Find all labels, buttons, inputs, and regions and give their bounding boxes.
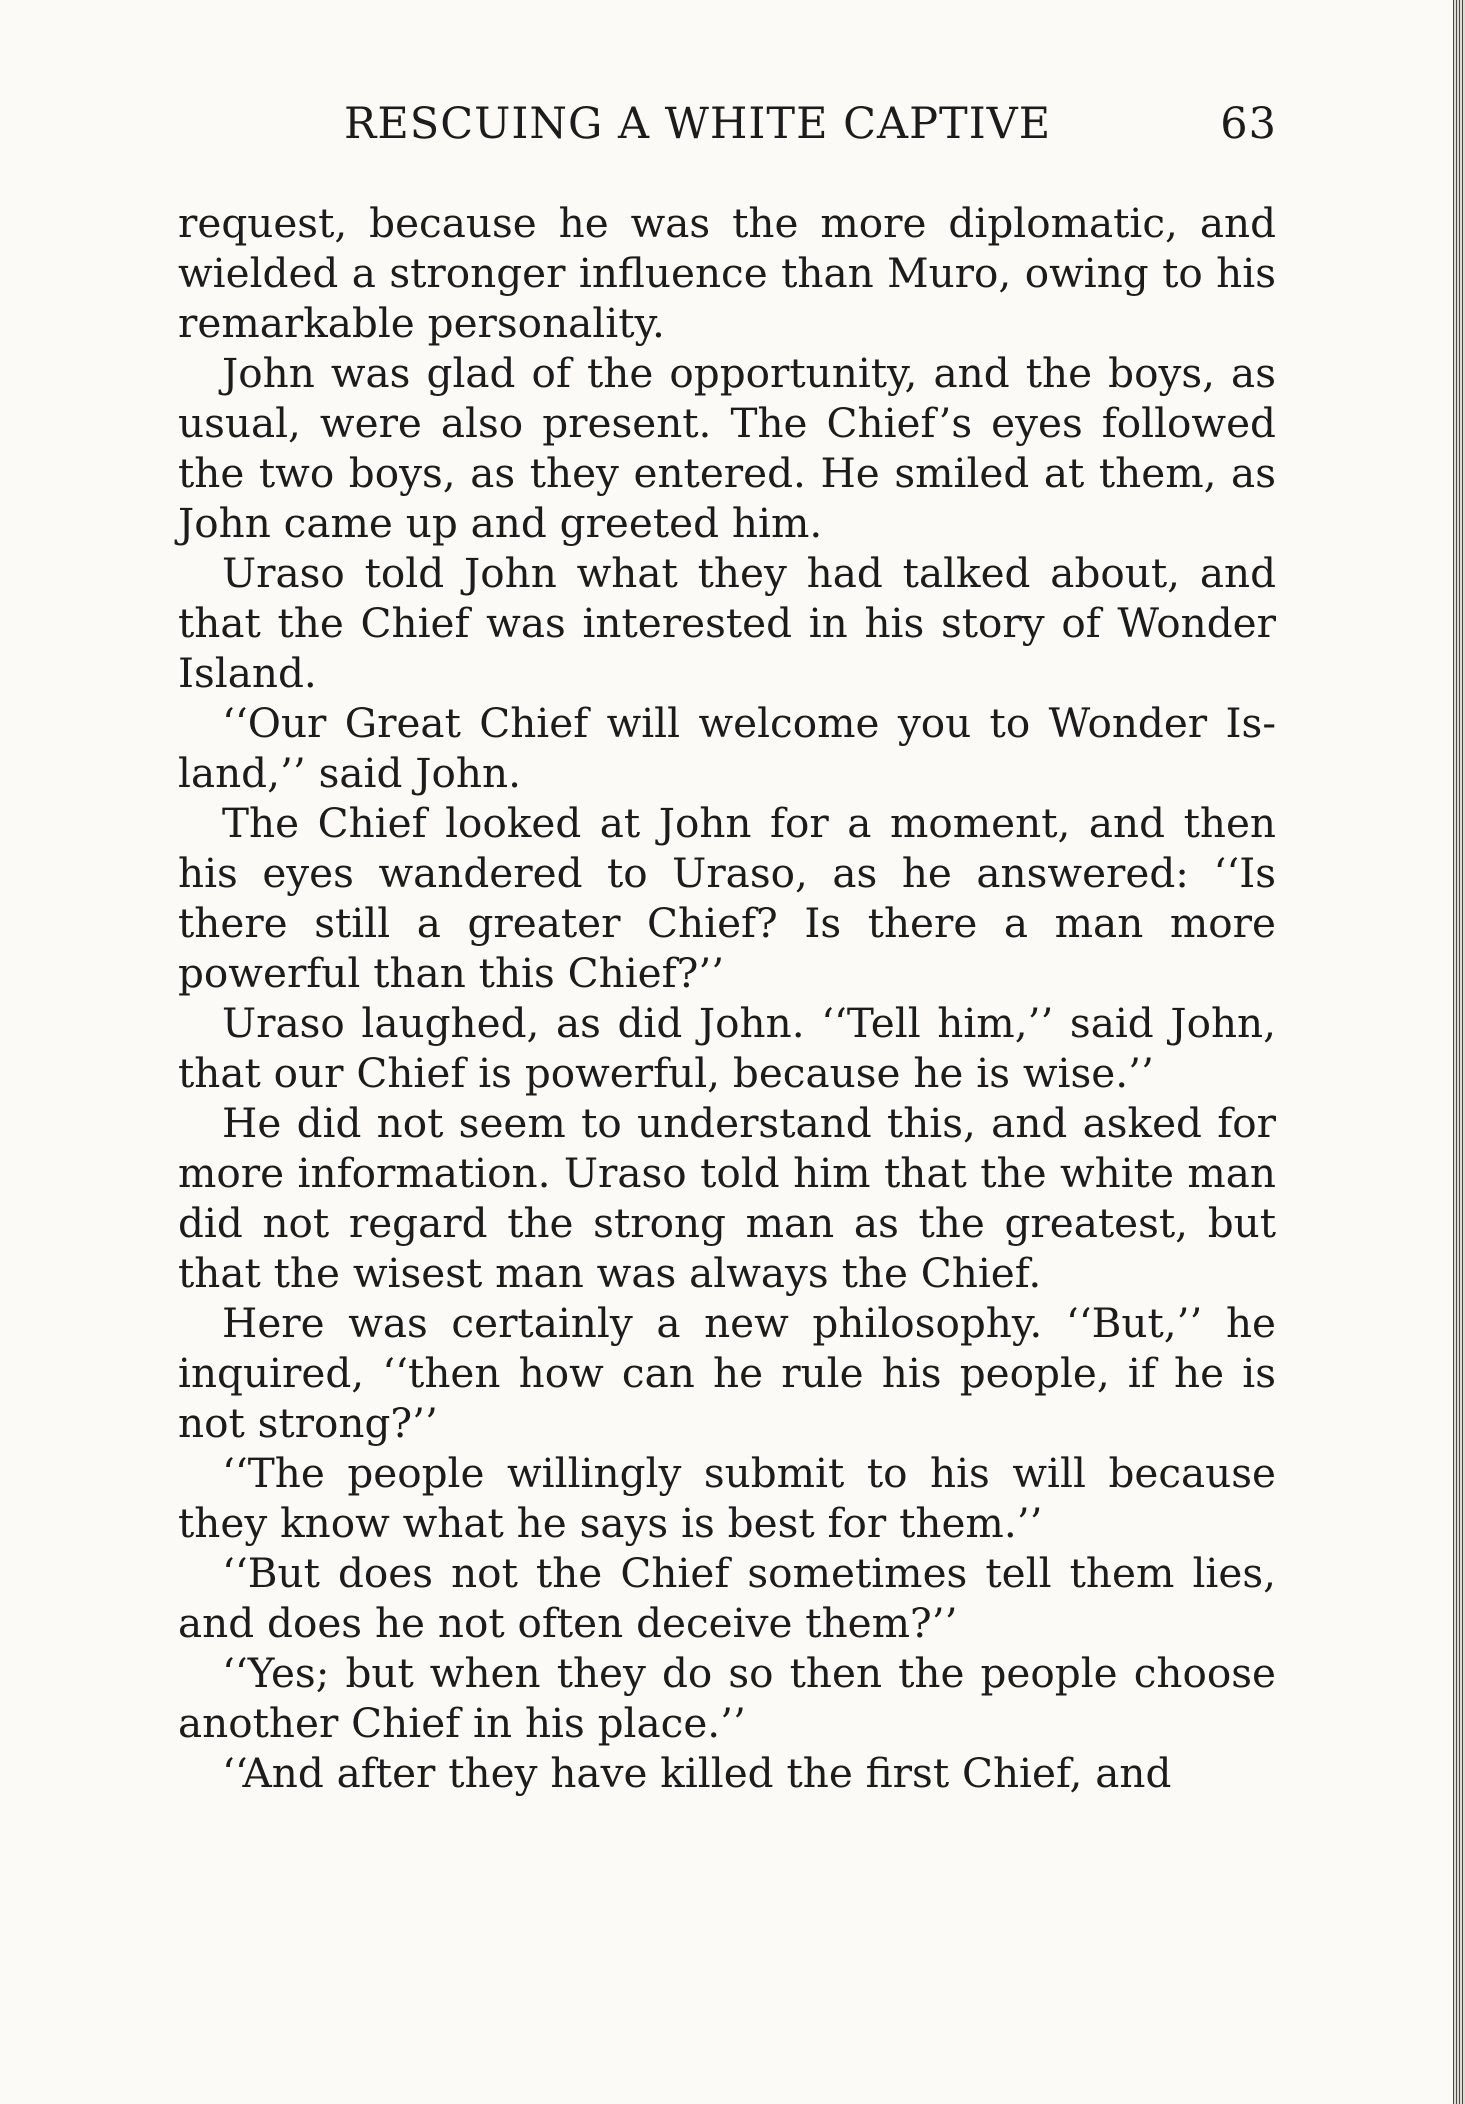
paragraph: Here was certainly a new philosophy. ‘‘But,’’ he inquired, ‘‘then how can he rule his people, if he is not strong?’’	[178, 1299, 1276, 1447]
paragraph-last: ‘‘And after they have killed the first Chief, and	[222, 1749, 1172, 1797]
body-text	[178, 198, 1276, 1798]
page-edge	[1453, 0, 1465, 2104]
paragraph: ‘‘The people willingly submit to his will because they know what he says is best for them.’’	[178, 1449, 1276, 1547]
paragraph: ‘‘But does not the Chief sometimes tell them lies, and does he not often deceive them?’’	[178, 1549, 1276, 1647]
paragraph: ‘‘Our Great Chief will welcome you to Wonder Island,’’ said John.	[178, 699, 1276, 797]
paragraph-continuation: request, because he was the more diplomatic, and wielded a stronger influence than Muro, owing to his remarkable personality.	[178, 199, 1276, 347]
paragraph: ‘‘Yes; but when they do so then the people choose another Chief in his place.’’	[178, 1649, 1276, 1747]
paragraph: Uraso laughed, as did John. ‘‘Tell him,’’ said John, that our Chief is powerful, because he is wise.’’	[178, 999, 1276, 1097]
running-title: RESCUING A WHITE CAPTIVE	[344, 99, 1052, 149]
running-header	[344, 98, 1277, 150]
paragraph: He did not seem to understand this, and asked for more information. Uraso told him that the white man did not regard the strong man as the greatest, but that the wisest man was always the Chief.	[178, 1099, 1276, 1297]
paragraph: The Chief looked at John for a moment, and then his eyes wandered to Uraso, as he answered: ‘‘Is there still a greater Chief? Is there a man more powerful than this Chief?’’	[178, 799, 1276, 997]
paragraph: John was glad of the opportunity, and the boys, as usual, were also present. The Chief’s eyes followed the two boys, as they entered. He smiled at them, as John came up and greeted him.	[178, 349, 1276, 547]
page-number: 63	[1220, 99, 1277, 149]
paragraph: Uraso told John what they had talked about, and that the Chief was interested in his story of Wonder Island.	[178, 549, 1276, 697]
